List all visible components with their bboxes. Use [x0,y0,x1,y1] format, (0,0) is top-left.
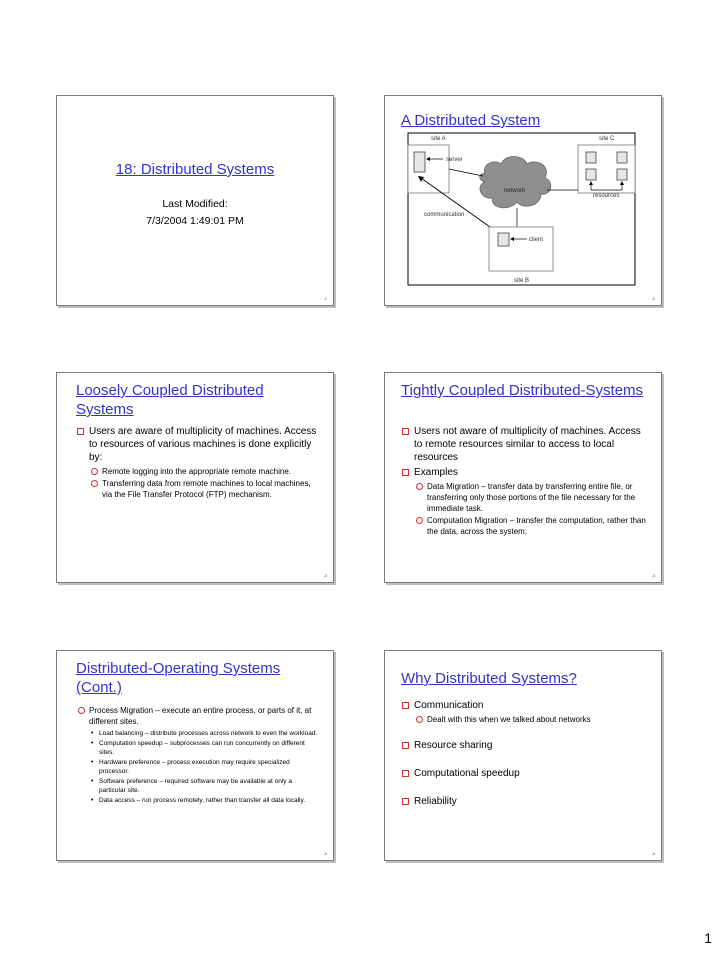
site-a-label: site A [431,136,446,142]
list-item: Users are aware of multiplicity of machines. Access to resources of various machines is done explicitly by: Remote logging into the appropriate remote machine. Transferring data from remote machines to local machines, via the File Transfer Protocol (FTP) mechanism. [76,425,323,500]
list-item: Users not aware of multiplicity of machines. Access to remote resources similar to access to local resources [401,425,649,464]
site-b-label: site B [514,278,530,284]
slide-3-bullets [76,425,323,502]
network-label: network [504,188,526,194]
resources-label: resources [593,193,620,199]
resource-box-1-icon [586,152,596,163]
distributed-system-diagram [385,96,663,307]
slide-5-title: Distributed-Operating Systems (Cont.) [76,660,281,696]
list-item: Reliability [401,795,649,808]
slide-4-bullets [401,425,649,539]
resource-box-4-icon [617,169,627,180]
list-item: Computation Migration – transfer the computation, rather than the data, across the system. [414,515,649,537]
server-label: server [446,157,463,163]
list-item: • Load balancing – distribute processes across network to even the workload. [89,729,319,738]
slide-5-number: -5 [323,851,327,856]
slide-2-title: A Distributed System [401,112,541,129]
client-box-icon [498,233,509,246]
page-number: 1 [704,930,712,946]
list-item: Dealt with this when we talked about networks [414,714,649,725]
client-label: client [529,237,544,243]
slide-6-title: Why Distributed Systems? [401,670,577,687]
slide-1 [56,95,334,306]
communication-label: communication [424,212,465,218]
resource-box-3-icon [586,169,596,180]
list-item: • Hardware preference – process execution may require specialized processor. [89,758,319,776]
slide-5-bullets [76,705,319,806]
list-item: Data Migration – transfer data by transferring entire file, or transferring only those portions of the file necessary for the immediate task. [414,481,649,514]
slide-6-number: -6 [651,851,655,856]
list-item: • Software preference – required software may be available at only a particular site. [89,777,319,795]
list-item: Examples Data Migration – transfer data by transferring entire file, or transferring only those portions of the file necessary for the immediate task. Computation Migration – transfer the computation, rather than the data, across the system. [401,466,649,537]
server-box-icon [414,152,425,172]
network-cloud-icon [480,157,551,208]
slide-4-title: Tightly Coupled Distributed-Systems [401,382,644,399]
slide-2-number: -2 [651,296,655,301]
list-item: Computational speedup [401,767,649,780]
resource-box-2-icon [617,152,627,163]
list-item: • Data access – run process remotely, rather than transfer all data locally. [89,796,319,805]
slide-1-title: 18: Distributed Systems [115,161,275,178]
list-item: Remote logging into the appropriate remote machine. [89,466,323,477]
slide-4-number: -4 [651,573,655,578]
slide-3-number: -3 [323,573,327,578]
list-item: Communication Dealt with this when we talked about networks [401,699,649,725]
slide-6 [384,650,662,861]
site-c-label: site C [599,136,615,142]
list-item: • Computation speedup – subprocesses can run concurrently on different sites. [89,739,319,757]
slide-1-number: -1 [323,296,327,301]
slide-1-line-1: Last Modified: [162,198,228,210]
slide-3 [56,372,334,583]
list-item: Resource sharing [401,739,649,752]
list-item: Transferring data from remote machines to local machines, via the File Transfer Protocol (FTP) mechanism. [89,478,323,500]
slide-4 [384,372,662,583]
slide-6-bullets [401,699,649,810]
slide-5 [56,650,334,861]
slide-2 [384,95,662,306]
list-item: Process Migration – execute an entire process, or parts of it, at different sites. • Load balancing – distribute processes across network to even the workload. • Computation speedup – subprocesses can run concurrently on different sites. • Hardware preference – process execution may require specialized processor. • Software preference – required software may be available at only a particular site. • Data access – run process remotely, rather than transfer all data locally. [76,705,319,805]
slide-1-line-2: 7/3/2004 1:49:01 PM [146,215,244,227]
slide-3-title: Loosely Coupled Distributed Systems [76,382,264,418]
